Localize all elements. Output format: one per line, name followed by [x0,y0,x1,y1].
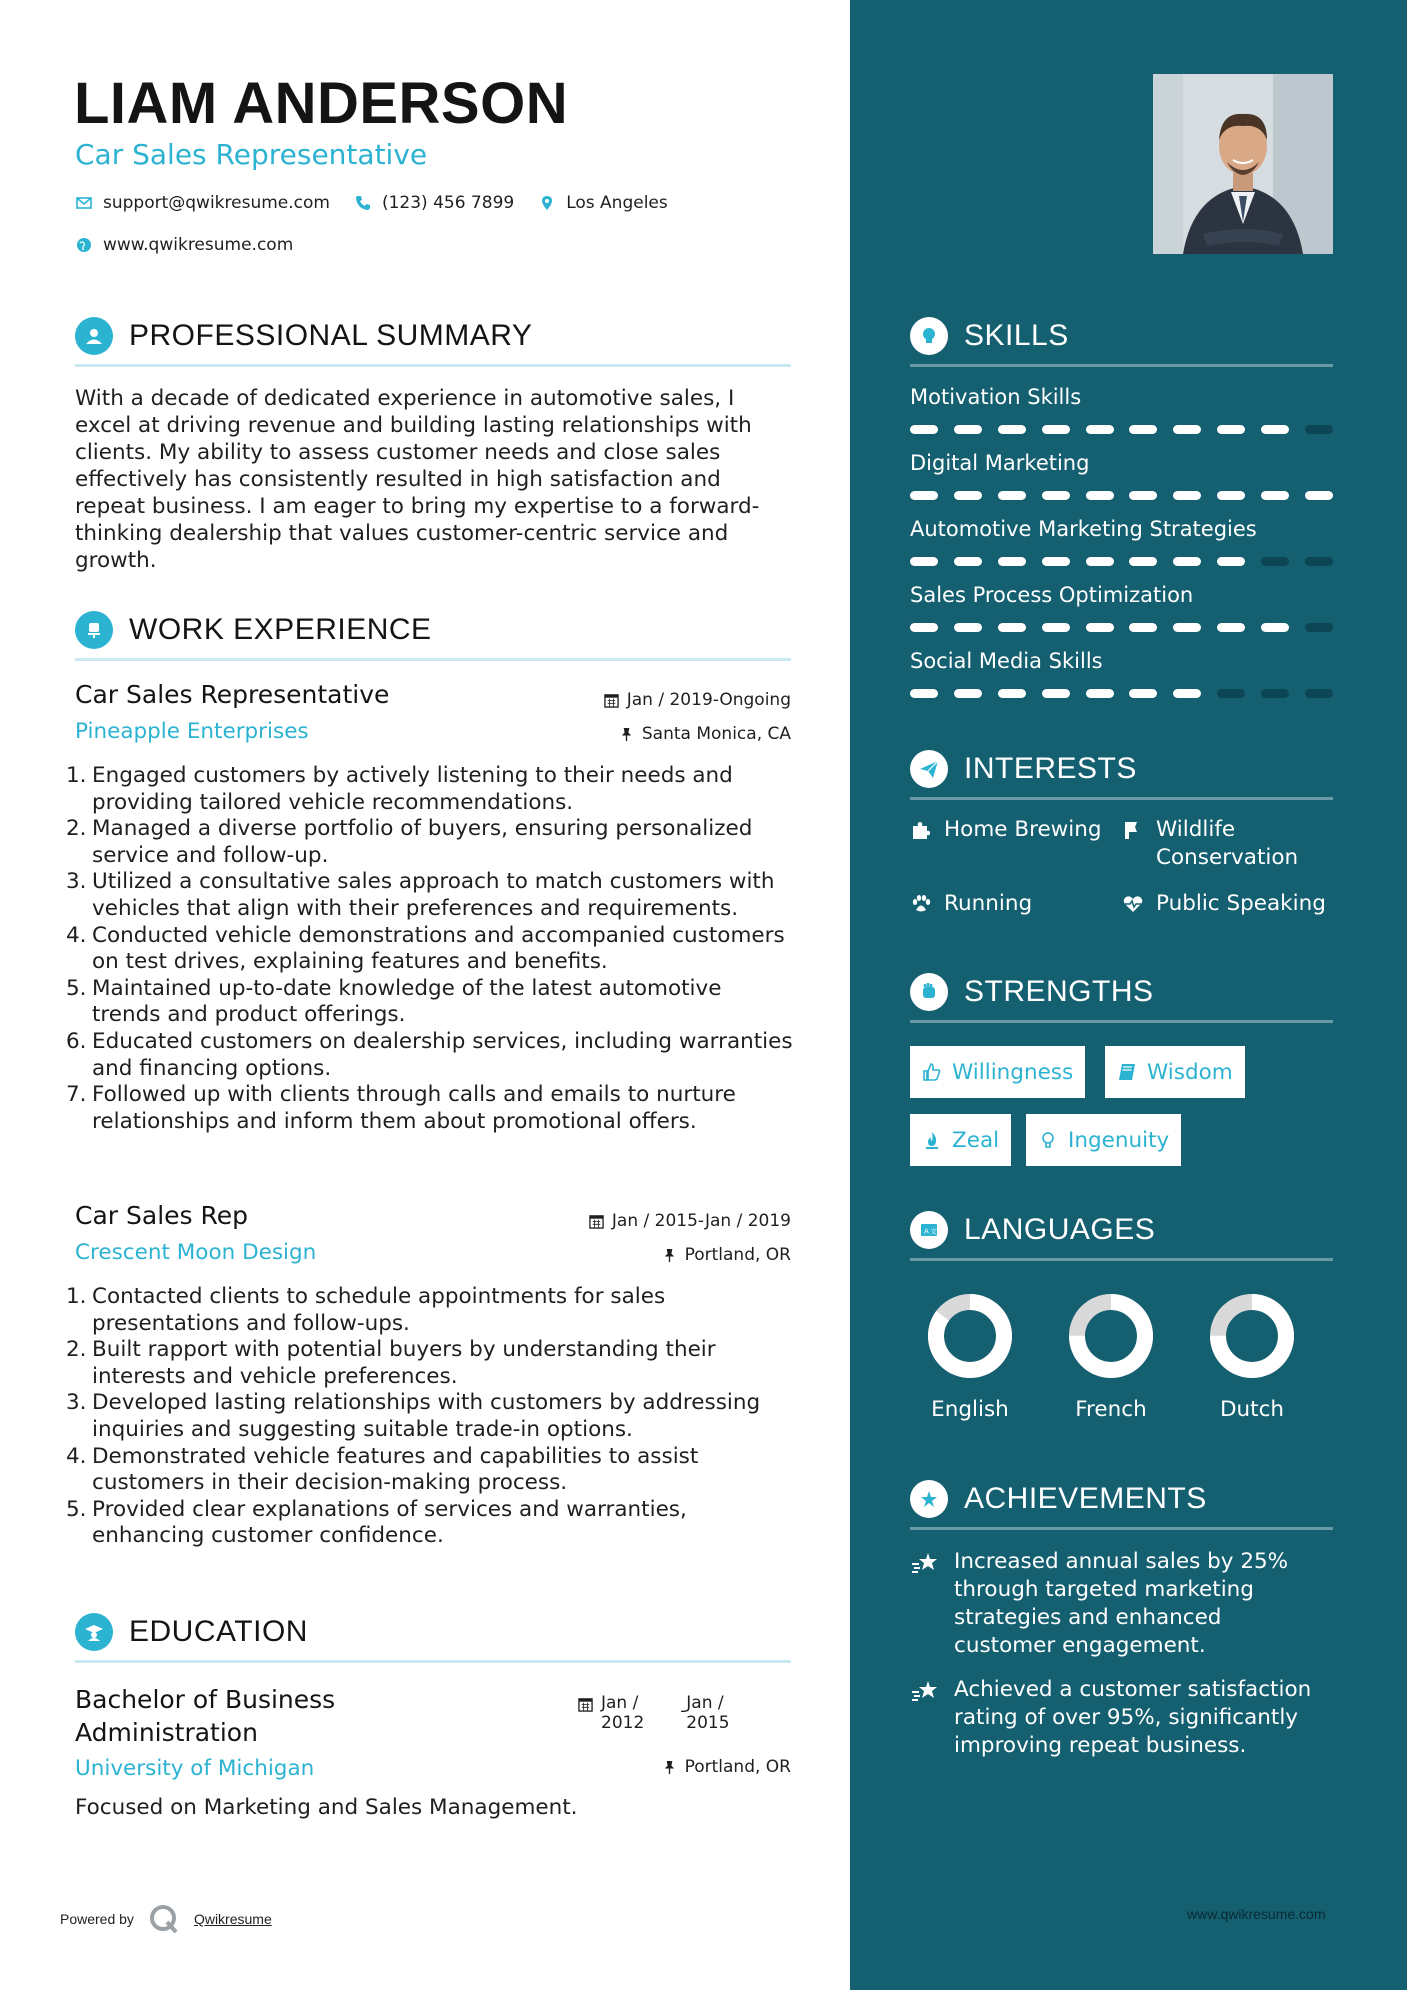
job-dates-text: Jan / 2019-Ongoing [626,690,791,710]
language-icon [910,1211,948,1249]
list-item: 6. Educated customers on dealership services, including warranties and financing options. [66,1028,793,1081]
skill-meter-segment [1086,491,1114,500]
svg-text:文: 文 [930,1227,937,1236]
job-company: Crescent Moon Design [75,1240,317,1265]
skill-meter-segment [1173,425,1201,434]
language-item [910,1293,1030,1422]
skill-meter-segment [1217,557,1245,566]
website-row [75,235,293,255]
language-donut [1068,1293,1154,1379]
skill-meter-segment [954,623,982,632]
skill-meter-segment [910,557,938,566]
skill-meter [910,623,1333,632]
language-item [1192,1293,1312,1422]
experience-divider [75,658,791,661]
interest-label: Wildlife Conservation [1156,817,1299,870]
language-label: French [1075,1397,1147,1422]
strengths-heading [910,973,1333,1011]
skill-meter-segment [954,557,982,566]
skill-meter-segment [1305,425,1333,434]
skill-meter [910,689,1333,698]
achievement-item [910,1548,1340,1660]
education-end [680,1693,730,1733]
shooting-star-icon [910,1678,942,1706]
skill-meter [910,491,1333,500]
powered-by-text: Powered by [60,1911,134,1927]
interest-label: Home Brewing [944,817,1102,842]
qwikresume-link[interactable]: Qwikresume [193,1911,272,1927]
envelope-icon [75,194,93,212]
education-description: Focused on Marketing and Sales Management. [75,1795,578,1820]
job-location [619,724,791,744]
svg-text:A: A [924,1227,929,1236]
heartbeat-icon [1122,893,1144,915]
skill-meter-segment [910,623,938,632]
skill-meter [910,425,1333,434]
strength-label: Zeal [952,1127,1000,1153]
website-text[interactable]: www.qwikresume.com [103,235,294,255]
list-item: 2. Managed a diverse portfolio of buyers, ensuring personalized service and follow-up. [66,816,753,868]
skill-meter-segment [1261,425,1289,434]
calendar-icon [589,1214,604,1229]
list-item: 7. Followed up with clients through calls and emails to nurture relationships and inform them about promotional offers. [66,1082,736,1134]
achievement-text: Increased annual sales by 25% through targeted marketing strategies and enhanced customer engagement. [954,1549,1289,1658]
list-item: 2. Built rapport with potential buyers by understanding their interests and vehicle preferences. [66,1337,716,1389]
skill-label: Sales Process Optimization [910,583,1194,607]
achievements-heading [910,1480,1333,1518]
job-dates-text: Jan / 2015-Jan / 2019 [611,1211,791,1231]
end-year: 2015 [686,1713,730,1733]
summary-divider [75,364,791,367]
phone-text[interactable]: (123) 456 7899 [381,193,515,213]
fist-icon [910,973,948,1011]
skill-meter-segment [998,689,1026,698]
start-month: Jan / [601,1693,639,1713]
skill-meter [910,557,1333,566]
list-item: 1. Engaged customers by actively listening to their needs and providing tailored vehicle recommendations. [66,763,733,815]
job-dates [604,690,791,710]
list-item: 3. Utilized a consultative sales approach to match customers with vehicles that align with their preferences and requirements. [66,869,775,921]
calendar-icon [578,1697,593,1712]
skill-meter-segment [1261,557,1289,566]
skill-meter-segment [1086,623,1114,632]
phone-icon [354,194,372,212]
experience-heading [75,611,791,649]
list-item: 1. Contacted clients to schedule appointments for sales presentations and follow-ups. [66,1284,666,1336]
summary-title: PROFESSIONAL SUMMARY [129,319,533,352]
map-marker-icon [538,194,556,212]
strength-label: Willingness [952,1059,1074,1085]
interests-title: INTERESTS [964,752,1137,785]
job-duties-list [66,763,796,1135]
education-divider [75,1660,791,1663]
list-item: 5. Maintained up-to-date knowledge of the latest automotive trends and product offerings. [66,975,722,1028]
puzzle-icon [910,819,932,841]
list-item: 3. Developed lasting relationships with customers by addressing inquiries and suggesting suitable trade-in options. [66,1390,761,1442]
start-year: 2012 [601,1713,645,1733]
skill-label: Motivation Skills [910,385,1082,409]
interests-divider [910,797,1333,800]
interests-heading [910,750,1333,788]
skill-meter-segment [1086,557,1114,566]
skill-meter-segment [1042,689,1070,698]
school-name: University of Michigan [75,1756,315,1781]
skill-meter-segment [954,689,982,698]
skill-meter-segment [1305,689,1333,698]
strength-tag [910,1046,1085,1098]
strength-label: Ingenuity [1068,1127,1170,1153]
strength-tag [1026,1114,1181,1166]
skill-meter-segment [1086,689,1114,698]
qwikresume-logo-icon [148,1903,180,1935]
footer-url[interactable]: www.qwikresume.com [1187,1906,1326,1922]
education-title: EDUCATION [129,1615,308,1648]
achievement-item [910,1676,1340,1760]
skill-meter-segment [1261,623,1289,632]
skill-meter-segment [1042,557,1070,566]
summary-heading [75,317,791,355]
end-month: Jan / [686,1693,724,1713]
skill-meter-segment [1217,491,1245,500]
languages-heading [910,1211,1333,1249]
skills-title: SKILLS [964,319,1069,352]
skill-meter-segment [1173,623,1201,632]
skill-meter-segment [1261,491,1289,500]
language-label: Dutch [1219,1397,1285,1422]
interest-item [910,890,1032,918]
language-donut [1209,1293,1295,1379]
job-title: Car Sales Representative [75,680,390,709]
calendar-icon [604,693,619,708]
skill-label: Digital Marketing [910,451,1090,475]
education-dates [578,1693,730,1733]
paper-plane-icon [910,750,948,788]
skills-heading [910,317,1333,355]
job-location [662,1245,791,1265]
skill-meter-segment [1129,425,1157,434]
globe-icon [75,236,93,254]
skill-label: Automotive Marketing Strategies [910,517,1257,541]
strength-label: Wisdom [1147,1059,1233,1085]
skill-meter-segment [1042,623,1070,632]
star-badge-icon [910,1480,948,1518]
skill-meter-segment [954,425,982,434]
skill-meter-segment [1173,689,1201,698]
strengths-divider [910,1020,1333,1023]
skill-meter-segment [1129,557,1157,566]
thumbs-up-icon [922,1062,942,1082]
job-duties-list [66,1284,796,1550]
job-dates [589,1211,791,1231]
education-location-text: Portland, OR [684,1757,791,1777]
pushpin-icon [619,727,634,742]
contact-row [75,193,668,213]
languages-title: LANGUAGES [964,1213,1156,1246]
flame-icon [922,1130,942,1150]
lightbulb-icon [910,317,948,355]
skill-meter-segment [1042,491,1070,500]
experience-title: WORK EXPERIENCE [129,613,432,646]
shooting-star-icon [910,1550,942,1578]
skill-meter-segment [1129,689,1157,698]
skill-meter-segment [1086,425,1114,434]
skill-meter-segment [998,557,1026,566]
briefcase-chair-icon [75,611,113,649]
skill-meter-segment [998,425,1026,434]
skill-meter-segment [1217,623,1245,632]
book-icon [1117,1062,1137,1082]
email-text[interactable]: support@qwikresume.com [103,193,330,213]
skill-meter-segment [1173,491,1201,500]
skill-meter-segment [1129,623,1157,632]
strengths-title: STRENGTHS [964,975,1154,1008]
skill-meter-segment [1261,689,1289,698]
interest-item [1122,890,1326,918]
date-dash: - [680,1701,687,1721]
strength-tag [1105,1046,1245,1098]
location-text: Los Angeles [566,193,668,213]
skill-meter-segment [1305,623,1333,632]
interest-item [910,816,1102,844]
skill-meter-segment [910,689,938,698]
interest-label: Public Speaking [1156,891,1326,916]
profile-photo [1153,74,1333,254]
candidate-name: LIAM ANDERSON [74,71,569,136]
skills-divider [910,364,1333,367]
language-item [1051,1293,1171,1422]
skill-meter-segment [1042,425,1070,434]
skill-meter-segment [1217,689,1245,698]
education-heading [75,1613,791,1651]
interest-item [1122,816,1298,872]
skill-meter-segment [1305,557,1333,566]
achievements-divider [910,1527,1333,1530]
education-location [662,1757,791,1777]
education-start [601,1693,644,1733]
skill-label: Social Media Skills [910,649,1103,673]
interest-label: Running [944,891,1033,916]
strength-tag [910,1114,1011,1166]
summary-text: With a decade of dedicated experience in automotive sales, I excel at driving revenue and building lasting relationships with clients. My ability to assess customer needs and close sales effectively has consistently resulted in high satisfaction and repeat business. I am eager to bring my expertise to a forward-thinking dealership that values customer-centric service and growth. [75,386,760,573]
skill-meter-segment [1129,491,1157,500]
skill-meter-segment [1173,557,1201,566]
skill-meter-segment [910,425,938,434]
skill-meter-segment [1217,425,1245,434]
graduate-icon [75,1613,113,1651]
language-donut [927,1293,1013,1379]
skill-meter-segment [1305,491,1333,500]
candidate-title: Car Sales Representative [75,138,428,171]
degree-title [75,1683,335,1749]
powered-by [60,1903,272,1935]
languages-divider [910,1258,1333,1261]
achievement-text: Achieved a customer satisfaction rating of over 95%, significantly improving repeat business. [954,1677,1312,1758]
achievements-title: ACHIEVEMENTS [964,1482,1207,1515]
job-location-text: Santa Monica, CA [641,724,791,744]
user-icon [75,317,113,355]
pushpin-icon [662,1248,677,1263]
pushpin-icon [662,1760,677,1775]
skill-meter-segment [998,491,1026,500]
flag-icon [1122,819,1144,841]
skill-meter-segment [998,623,1026,632]
language-label: English [931,1397,1009,1422]
skill-meter-segment [910,491,938,500]
list-item: 4. Conducted vehicle demonstrations and accompanied customers on test drives, explaining features and benefits. [66,922,785,975]
job-title: Car Sales Rep [75,1201,248,1230]
skill-meter-segment [954,491,982,500]
lightbulb-icon [1038,1130,1058,1150]
paw-icon [910,893,932,915]
degree-line: Bachelor of Business [75,1685,336,1714]
job-company: Pineapple Enterprises [75,719,309,744]
degree-line: Administration [75,1718,258,1747]
job-location-text: Portland, OR [684,1245,791,1265]
list-item: 5. Provided clear explanations of services and warranties, enhancing customer confidence. [66,1496,687,1549]
list-item: 4. Demonstrated vehicle features and capabilities to assist customers in their decision-making process. [66,1443,699,1496]
